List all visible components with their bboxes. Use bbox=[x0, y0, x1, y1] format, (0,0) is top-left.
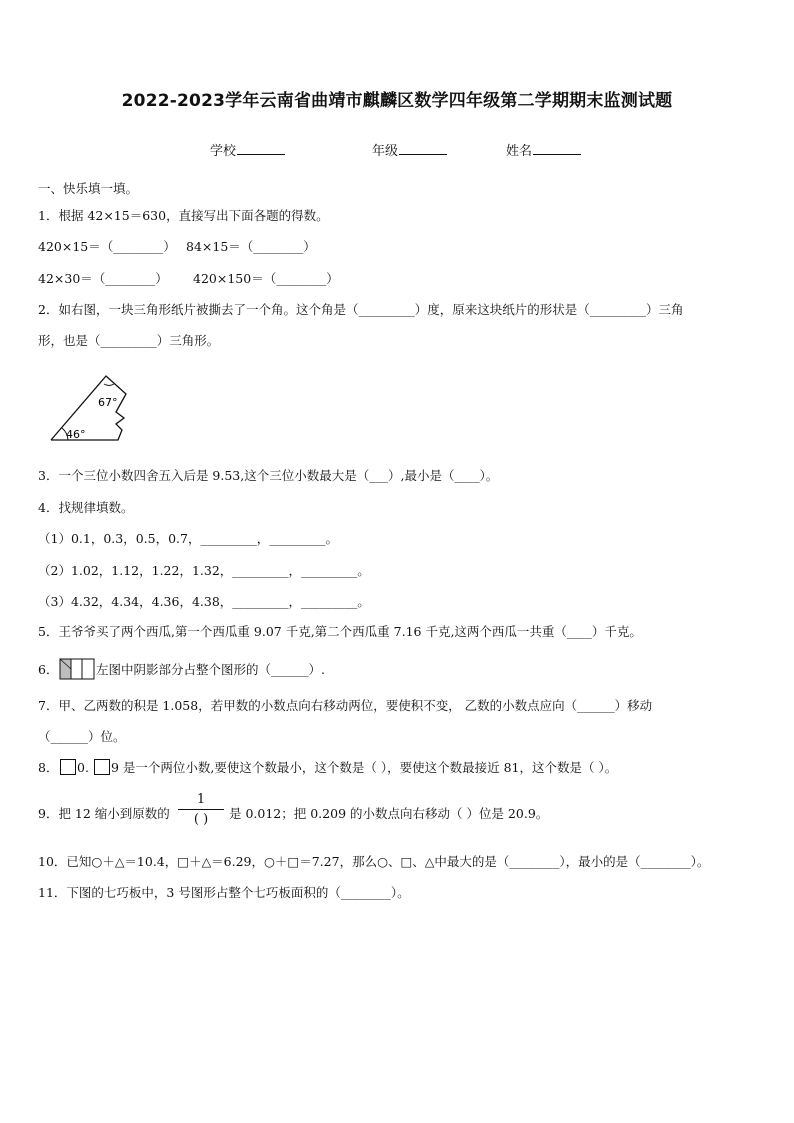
page-title: 2022-2023学年云南省曲靖市麒麟区数学四年级第二学期期末监测试题 bbox=[121, 91, 673, 111]
name-blank[interactable] bbox=[533, 142, 581, 155]
section-heading: 一、快乐填一填。 bbox=[38, 181, 139, 196]
q1-item-d: 420×150＝（________） bbox=[193, 271, 339, 286]
q4-sub1: （1）0.1，0.3，0.5，0.7，_________，_________。 bbox=[38, 531, 338, 546]
fraction-bar bbox=[178, 809, 224, 810]
q5-text: 5．王爷爷买了两个西瓜,第一个西瓜重 9.07 千克,第二个西瓜重 7.16 千克,这两个西瓜一共重（____）千克。 bbox=[38, 624, 642, 639]
q9-before: 9．把 12 缩小到原数的 bbox=[38, 806, 170, 821]
grade-field bbox=[372, 140, 447, 159]
name-label: 姓名 bbox=[506, 144, 533, 159]
q4-sub3: （3）4.32，4.34，4.36，4.38，_________，_________。 bbox=[38, 594, 370, 609]
q6-text: 左图中阴影部分占整个图形的（______）. bbox=[96, 662, 325, 677]
q9-after: 是 0.012；把 0.209 的小数点向右移动（ ）位是 20.9。 bbox=[229, 806, 549, 821]
q1-item-a: 420×15＝（________） bbox=[38, 239, 176, 254]
q11-text: 11．下图的七巧板中，3 号图形占整个七巧板面积的（________）。 bbox=[38, 885, 410, 900]
q2-line2: 形，也是（_________）三角形。 bbox=[38, 333, 220, 348]
q6-number: 6． bbox=[38, 662, 59, 677]
q3-text: 3．一个三位小数四舍五入后是 9.53,这个三位小数最大是（___）,最小是（____）。 bbox=[38, 468, 499, 483]
name-field bbox=[506, 140, 581, 159]
q8-number: 8． bbox=[38, 760, 59, 775]
q7-line1: 7．甲、乙两数的积是 1.058，若甲数的小数点向右移动两位，要使积不变， 乙数的小数点应向（______）移动 bbox=[38, 698, 653, 713]
angle-top-label: 67° bbox=[98, 396, 118, 409]
q4-sub2: （2）1.02，1.12，1.22，1.32，_________，_________。 bbox=[38, 563, 370, 578]
q2-line1: 2．如右图，一块三角形纸片被撕去了一个角。这个角是（_________）度，原来这块纸片的形状是（_________）三角 bbox=[38, 302, 684, 317]
q9-numerator: 1 bbox=[196, 792, 206, 807]
q8-box-2[interactable] bbox=[94, 759, 110, 775]
angle-bottom-label: 46° bbox=[66, 428, 86, 441]
shaded-rectangle-figure bbox=[59, 658, 95, 680]
q4-stem: 4．找规律填数。 bbox=[38, 500, 134, 515]
q8-box-1[interactable] bbox=[60, 759, 76, 775]
school-field bbox=[210, 140, 285, 159]
grade-label: 年级 bbox=[372, 144, 399, 159]
q8-text: 9 是一个两位小数,要使这个数最小，这个数是（ ），要使这个数最接近 81，这个数是（ ）。 bbox=[111, 760, 618, 775]
school-blank[interactable] bbox=[237, 142, 285, 155]
q10-text: 10．已知○＋△＝10.4，□＋△＝6.29，○＋□＝7.27，那么○、□、△中最大的是（________），最小的是（________）。 bbox=[38, 854, 710, 869]
grade-blank[interactable] bbox=[399, 142, 447, 155]
torn-triangle-figure bbox=[46, 372, 136, 444]
q1-stem: 1．根据 42×15＝630，直接写出下面各题的得数。 bbox=[38, 208, 329, 223]
q1-item-c: 42×30＝（________） bbox=[38, 271, 168, 286]
q7-line2: （______）位。 bbox=[38, 729, 126, 744]
q9-fraction bbox=[178, 792, 224, 827]
q9-denominator[interactable]: ( ) bbox=[193, 812, 209, 827]
q1-item-b: 84×15＝（________） bbox=[186, 239, 316, 254]
school-label: 学校 bbox=[210, 144, 237, 159]
q8-decimal: 0. bbox=[77, 760, 89, 775]
